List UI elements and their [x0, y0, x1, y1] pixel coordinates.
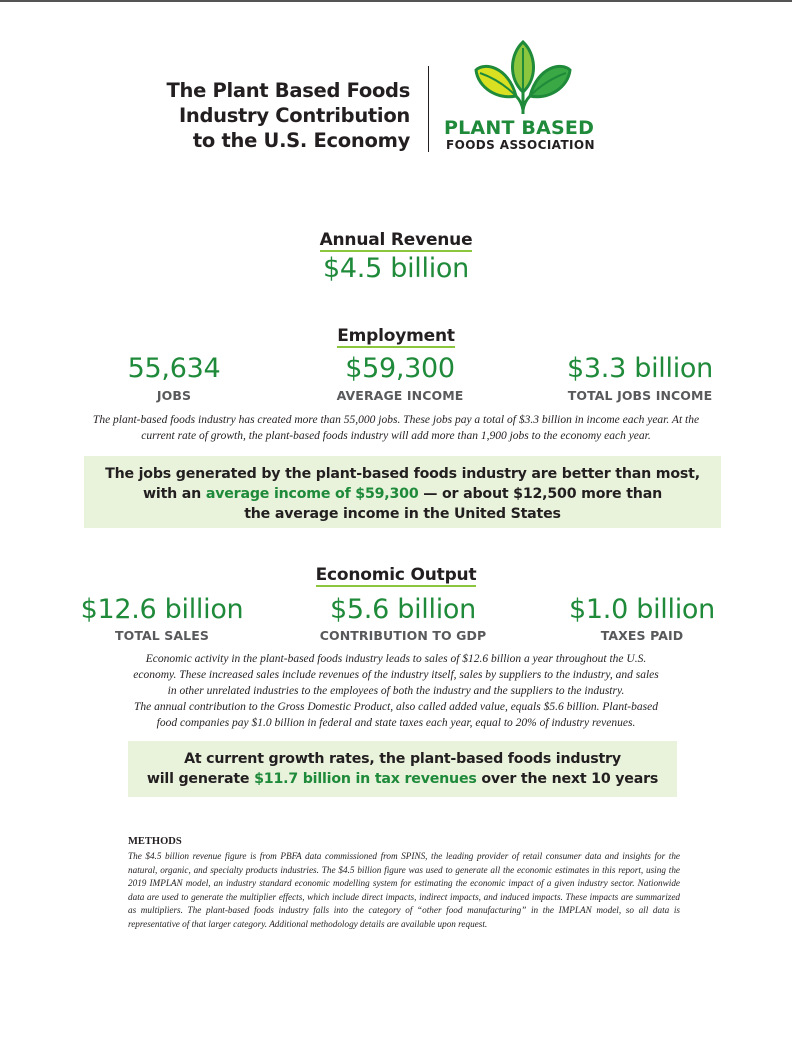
tax-callout-line-2	[128, 769, 677, 789]
jobs-callout-line-2-post: — or about $12,500 more than	[418, 486, 662, 502]
output-heading-text: Economic Output	[315, 565, 477, 585]
total-sales-label: TOTAL SALES	[115, 628, 209, 643]
jobs-value: 55,634	[127, 353, 221, 384]
tax-callout	[128, 741, 677, 797]
header-divider	[428, 66, 429, 152]
average-income-highlight: average income of $59,300	[205, 486, 419, 502]
jobs-callout-line-3: the average income in the United States	[244, 506, 561, 522]
revenue-value: $4.5 billion	[323, 253, 469, 284]
revenue-heading-text: Annual Revenue	[319, 230, 473, 250]
taxes-paid-label: TAXES PAID	[600, 628, 684, 643]
left-leaf-icon	[476, 66, 516, 96]
logo-subname: FOODS ASSOCIATION	[446, 138, 595, 152]
three-leaves-icon	[470, 40, 576, 116]
tax-callout-line-2-post: over the next 10 years	[476, 771, 659, 787]
average-income-label: AVERAGE INCOME	[336, 388, 464, 403]
output-paragraph-line-5: food companies pay $1.0 billion in federal and state taxes each year, equal to 20% of industry revenues.	[156, 717, 636, 729]
gdp-value: $5.6 billion	[330, 594, 476, 625]
average-income-value: $59,300	[345, 353, 455, 384]
jobs-callout	[84, 456, 721, 528]
output-paragraph-line-3: in other unrelated industries to the employees of both the industry and the suppliers to the industry.	[167, 685, 625, 697]
title-line-3: to the U.S. Economy	[192, 129, 410, 152]
revenue-heading	[0, 230, 792, 250]
methods-text: The $4.5 billion revenue figure is from PBFA data commissioned from SPINS, the leading provider of retail consumer data and insights for the natural, organic, and specialty products industries. The $4.5 billion figure was used to generate all the economic estimates in this report, using the 2019 IMPLAN model, an industry standard economic modelling system for estimating the economic impact of a given industry sector. Nationwide data are used to generate the multiplier effects, which include direct impacts, indirect impacts, and induced impacts. These impacts are summarized as multipliers. The plant-based foods industry falls into the category of “other food manufacturing” in the IMPLAN model, so all data is representative of that larger category. Additional methodology details are available upon request.	[128, 851, 680, 929]
gdp-label: CONTRIBUTION TO GDP	[319, 628, 487, 643]
center-leaf-icon	[512, 42, 533, 92]
taxes-paid-value: $1.0 billion	[569, 594, 715, 625]
output-paragraph-line-2: economy. These increased sales include revenues of the industry itself, sales by suppliers to the industry, and sales	[133, 669, 659, 681]
total-sales-value: $12.6 billion	[80, 594, 244, 625]
tax-revenue-highlight: $11.7 billion in tax revenues	[254, 771, 477, 787]
jobs-callout-line-1: The jobs generated by the plant-based foods industry are better than most,	[105, 466, 700, 482]
top-rule	[0, 0, 792, 2]
tax-callout-line-2-pre: will generate	[146, 771, 255, 787]
employment-paragraph-line-1: The plant-based foods industry has created more than 55,000 jobs. These jobs pay a total of $3.3 billion in income each year. At the	[92, 414, 700, 426]
page-title	[110, 78, 410, 153]
tax-callout-line-1: At current growth rates, the plant-based foods industry	[184, 751, 621, 767]
output-paragraph-line-1: Economic activity in the plant-based foods industry leads to sales of $12.6 billion a year throughout the U.S.	[145, 653, 647, 665]
output-paragraph	[60, 651, 732, 731]
logo-name: PLANT BASED	[444, 117, 595, 139]
title-line-1: The Plant Based Foods	[166, 79, 410, 102]
methods-section	[128, 836, 680, 932]
employment-paragraph-line-2: current rate of growth, the plant-based foods industry will add more than 1,900 jobs to the economy each year.	[141, 430, 651, 442]
jobs-callout-line-2-pre: with an	[143, 486, 206, 502]
output-paragraph-line-4: The annual contribution to the Gross Domestic Product, also called added value, equals $5.6 billion. Plant-based	[134, 701, 658, 713]
jobs-callout-line-2	[84, 484, 721, 504]
title-line-2: Industry Contribution	[178, 104, 410, 127]
employment-heading-text: Employment	[337, 326, 455, 346]
total-jobs-income-label: TOTAL JOBS INCOME	[567, 388, 713, 403]
total-jobs-income-value: $3.3 billion	[567, 353, 713, 384]
employment-heading	[0, 326, 792, 346]
output-heading	[0, 565, 792, 585]
right-leaf-icon	[530, 66, 570, 96]
employment-paragraph	[30, 412, 762, 444]
methods-heading: METHODS	[128, 836, 182, 847]
jobs-label: JOBS	[156, 388, 192, 403]
